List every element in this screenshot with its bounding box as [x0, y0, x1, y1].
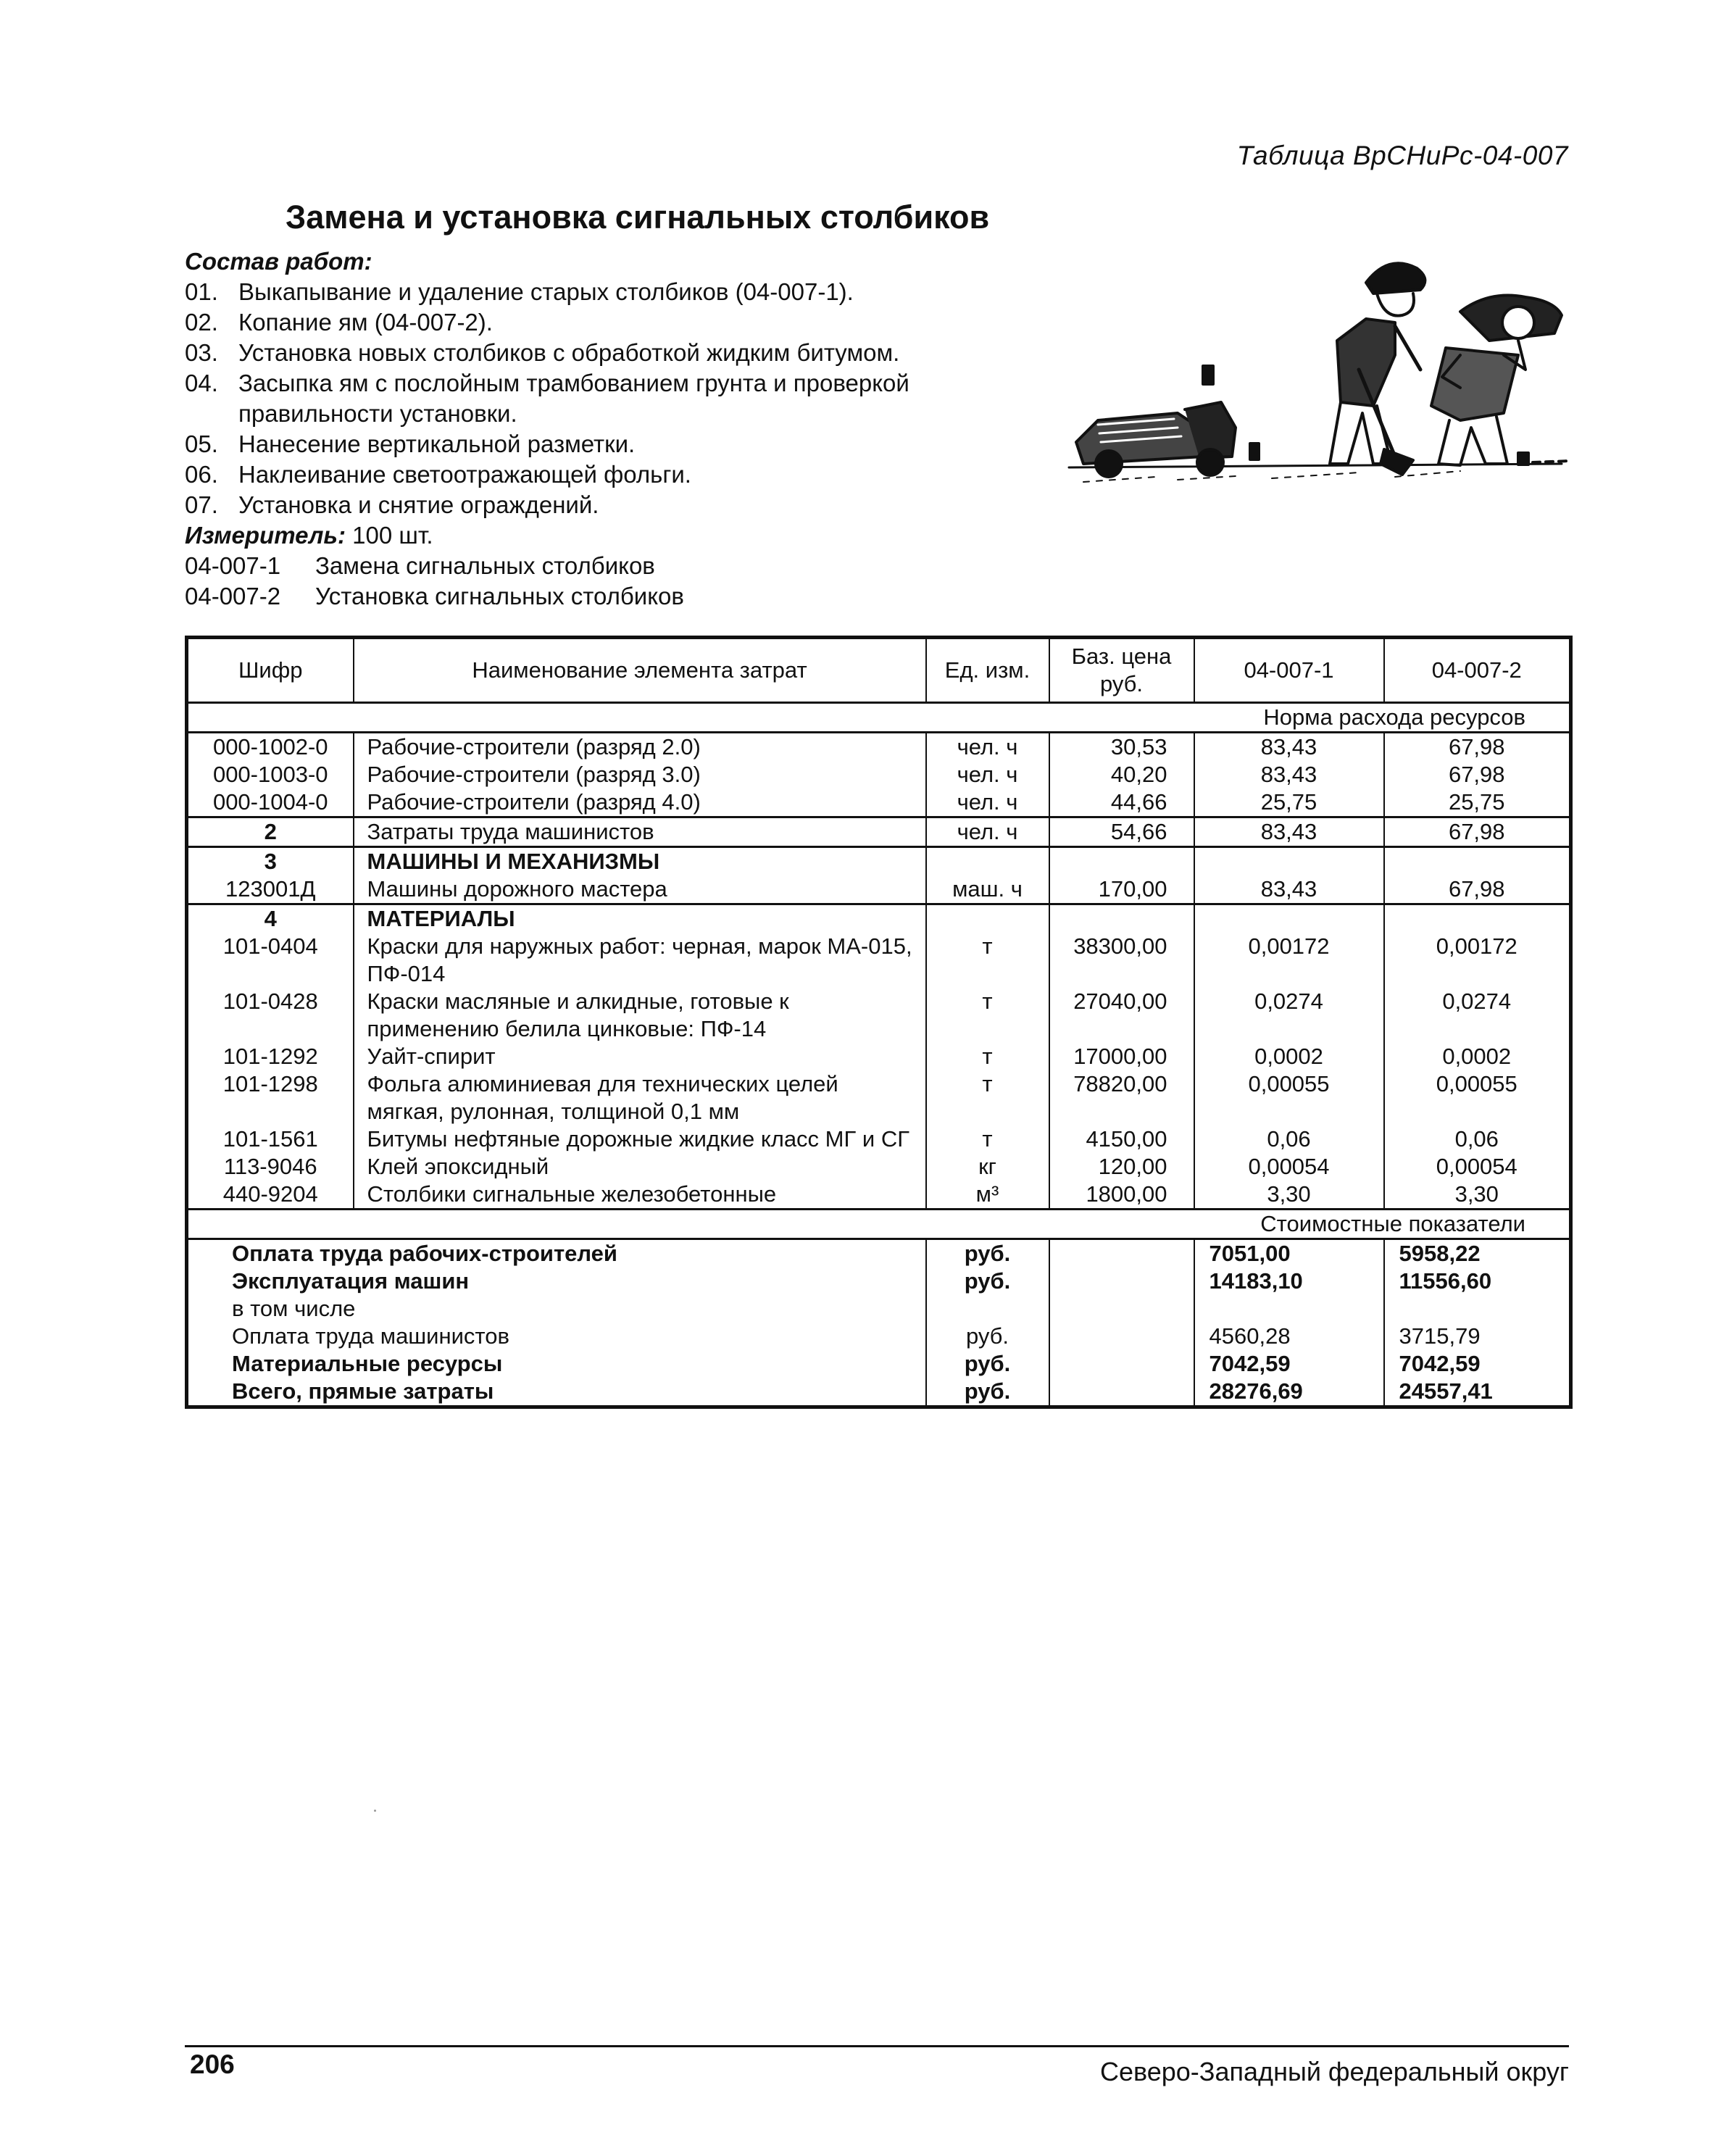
row-code: 123001Д: [187, 875, 354, 904]
measure-label: Измеритель:: [185, 522, 346, 549]
empty-cell: [1384, 847, 1571, 876]
empty-cell: [1049, 1378, 1194, 1407]
cost-row: [187, 1378, 1571, 1407]
row-unit: т: [926, 1125, 1049, 1153]
cost-value-2: 7042,59: [1384, 1350, 1571, 1378]
row-name: Клей эпоксидный: [354, 1153, 926, 1181]
empty-cell: [926, 904, 1049, 933]
cost-unit: руб.: [926, 1239, 1049, 1268]
row-value-2: 0,0002: [1384, 1043, 1571, 1070]
row-code: 101-1292: [187, 1043, 354, 1070]
row-value-2: 67,98: [1384, 875, 1571, 904]
item-text: Установка и снятие ограждений.: [238, 491, 599, 518]
variant-text: Замена сигнальных столбиков: [315, 552, 655, 579]
group-header-row: [187, 847, 1571, 876]
row-name: Уайт-спирит: [354, 1043, 926, 1070]
row-code: 440-9204: [187, 1181, 354, 1210]
row-unit: т: [926, 1043, 1049, 1070]
cost-value-2: 11556,60: [1384, 1268, 1571, 1295]
cost-unit: руб.: [926, 1350, 1049, 1378]
empty-cell: [1049, 1268, 1194, 1295]
row-unit: т: [926, 988, 1049, 1043]
cost-value-2: [1384, 1295, 1571, 1323]
footer-divider: [185, 2045, 1569, 2047]
cost-value-1: [1194, 1295, 1384, 1323]
row-value-2: 3,30: [1384, 1181, 1571, 1210]
composition-item: [185, 277, 1054, 307]
group-title: МАТЕРИАЛЫ: [354, 904, 926, 933]
section-row: [187, 703, 1571, 733]
empty-cell: [1049, 847, 1194, 876]
cost-name: Оплата труда машинистов: [187, 1323, 926, 1350]
table-row: [187, 761, 1571, 788]
row-name: Рабочие-строители (разряд 2.0): [354, 733, 926, 762]
row-value-2: 67,98: [1384, 817, 1571, 847]
work-description: [185, 246, 1054, 612]
cost-row: [187, 1295, 1571, 1323]
cost-name: Оплата труда рабочих-строителей: [187, 1239, 926, 1268]
table-row: [187, 788, 1571, 817]
row-name: Краски масляные и алкидные, готовые к применению белила цинковые: ПФ-14: [354, 988, 926, 1043]
row-unit: чел. ч: [926, 788, 1049, 817]
cost-name: в том числе: [187, 1295, 926, 1323]
row-value-2: 25,75: [1384, 788, 1571, 817]
row-value-1: 0,0274: [1194, 988, 1384, 1043]
variant-line: [185, 551, 1054, 581]
cost-value-1: 7042,59: [1194, 1350, 1384, 1378]
empty-cell: [1049, 1239, 1194, 1268]
column-header-variant-1: 04-007-1: [1194, 638, 1384, 703]
row-unit: кг: [926, 1153, 1049, 1181]
table-row: [187, 1181, 1571, 1210]
row-name: Битумы нефтяные дорожные жидкие класс МГ и СГ: [354, 1125, 926, 1153]
empty-cell: [1049, 1295, 1194, 1323]
empty-cell: [1384, 904, 1571, 933]
row-value-2: 0,06: [1384, 1125, 1571, 1153]
row-name: Фольга алюминиевая для технических целей мягкая, рулонная, толщиной 0,1 мм: [354, 1070, 926, 1125]
road-workers-illustration: [1054, 246, 1576, 507]
table-row: [187, 933, 1571, 988]
variant-line: [185, 581, 1054, 612]
footer-region: Северо-Западный федеральный округ: [1099, 2057, 1569, 2086]
cost-value-2: 3715,79: [1384, 1323, 1571, 1350]
column-header-unit: Ед. изм.: [926, 638, 1049, 703]
row-price: 120,00: [1049, 1153, 1194, 1181]
row-value-2: 67,98: [1384, 733, 1571, 762]
measure-value: 100 шт.: [352, 522, 433, 549]
group-code: 3: [187, 847, 354, 876]
row-value-1: 0,00172: [1194, 933, 1384, 988]
row-price: 1800,00: [1049, 1181, 1194, 1210]
table-header-row: [187, 638, 1571, 703]
row-value-1: 0,0002: [1194, 1043, 1384, 1070]
row-price: 38300,00: [1049, 933, 1194, 988]
section-row: [187, 1210, 1571, 1239]
section-cost-label: Стоимостные показатели: [187, 1210, 1571, 1239]
group-code: 4: [187, 904, 354, 933]
composition-item: [185, 490, 1054, 520]
item-number: 07.: [185, 491, 218, 518]
row-unit: чел. ч: [926, 733, 1049, 762]
row-code: 2: [187, 817, 354, 847]
row-value-2: 0,0274: [1384, 988, 1571, 1043]
section-norm-label: Норма расхода ресурсов: [187, 703, 1571, 733]
empty-cell: [1049, 1323, 1194, 1350]
row-unit: т: [926, 933, 1049, 988]
item-text: Наклеивание светоотражающей фольги.: [238, 461, 691, 488]
composition-item: [185, 459, 1054, 490]
row-name: Рабочие-строители (разряд 4.0): [354, 788, 926, 817]
item-number: 01.: [185, 278, 218, 305]
table-row: [187, 817, 1571, 847]
composition-item: [185, 338, 1054, 368]
row-name: Рабочие-строители (разряд 3.0): [354, 761, 926, 788]
item-text: Установка новых столбиков с обработкой жидким битумом.: [238, 339, 900, 366]
row-price: 40,20: [1049, 761, 1194, 788]
table-row: [187, 1153, 1571, 1181]
row-price: 27040,00: [1049, 988, 1194, 1043]
item-number: 06.: [185, 461, 218, 488]
row-value-1: 25,75: [1194, 788, 1384, 817]
variant-text: Установка сигнальных столбиков: [315, 583, 684, 609]
cost-value-2: 24557,41: [1384, 1378, 1571, 1407]
composition-list: [185, 277, 1054, 520]
row-name: Машины дорожного мастера: [354, 875, 926, 904]
variant-code: 04-007-1: [185, 552, 281, 579]
column-header-code: Шифр: [187, 638, 354, 703]
resource-norm-table: [185, 636, 1573, 1409]
cost-value-1: 28276,69: [1194, 1378, 1384, 1407]
row-unit: маш. ч: [926, 875, 1049, 904]
row-code: 101-1561: [187, 1125, 354, 1153]
empty-cell: [1049, 904, 1194, 933]
row-value-1: 3,30: [1194, 1181, 1384, 1210]
table-row: [187, 1125, 1571, 1153]
row-code: 101-1298: [187, 1070, 354, 1125]
table-row: [187, 1070, 1571, 1125]
table-row: [187, 875, 1571, 904]
cost-name: Всего, прямые затраты: [187, 1378, 926, 1407]
group-header-row: [187, 904, 1571, 933]
cost-row: [187, 1239, 1571, 1268]
row-price: 30,53: [1049, 733, 1194, 762]
row-name: Столбики сигнальные железобетонные: [354, 1181, 926, 1210]
row-name: Затраты труда машинистов: [354, 817, 926, 847]
empty-cell: [926, 847, 1049, 876]
cost-value-1: 14183,10: [1194, 1268, 1384, 1295]
row-code: 101-0428: [187, 988, 354, 1043]
page-title: Замена и установка сигнальных столбиков: [286, 199, 990, 236]
item-number: 03.: [185, 339, 218, 366]
measure-line: [185, 520, 1054, 551]
column-header-name: Наименование элемента затрат: [354, 638, 926, 703]
cost-unit: [926, 1295, 1049, 1323]
variant-code: 04-007-2: [185, 583, 281, 609]
row-value-1: 0,00055: [1194, 1070, 1384, 1125]
empty-cell: [1194, 847, 1384, 876]
table-row: [187, 733, 1571, 762]
row-code: 000-1004-0: [187, 788, 354, 817]
row-code: 000-1003-0: [187, 761, 354, 788]
row-unit: т: [926, 1070, 1049, 1125]
cost-value-1: 4560,28: [1194, 1323, 1384, 1350]
row-code: 101-0404: [187, 933, 354, 988]
cost-row: [187, 1350, 1571, 1378]
cost-value-2: 5958,22: [1384, 1239, 1571, 1268]
table-reference: Таблица ВрСНиРс-04-007: [1236, 141, 1568, 170]
row-value-1: 83,43: [1194, 733, 1384, 762]
item-text: Нанесение вертикальной разметки.: [238, 430, 636, 457]
composition-item: [185, 307, 1054, 338]
row-value-1: 0,00054: [1194, 1153, 1384, 1181]
cost-row: [187, 1323, 1571, 1350]
row-value-2: 0,00055: [1384, 1070, 1571, 1125]
cost-value-1: 7051,00: [1194, 1239, 1384, 1268]
row-code: 000-1002-0: [187, 733, 354, 762]
item-text: Засыпка ям с послойным трамбованием грунта и проверкой правильности установки.: [238, 370, 909, 427]
cost-name: Эксплуатация машин: [187, 1268, 926, 1295]
item-number: 05.: [185, 430, 218, 457]
cost-unit: руб.: [926, 1323, 1049, 1350]
row-unit: чел. ч: [926, 761, 1049, 788]
row-unit: м³: [926, 1181, 1049, 1210]
cost-name: Материальные ресурсы: [187, 1350, 926, 1378]
cost-unit: руб.: [926, 1268, 1049, 1295]
row-value-1: 0,06: [1194, 1125, 1384, 1153]
composition-label: Состав работ:: [185, 248, 372, 275]
row-price: 54,66: [1049, 817, 1194, 847]
item-text: Выкапывание и удаление старых столбиков (04-007-1).: [238, 278, 854, 305]
row-value-1: 83,43: [1194, 817, 1384, 847]
row-price: 44,66: [1049, 788, 1194, 817]
row-value-2: 0,00172: [1384, 933, 1571, 988]
group-title: МАШИНЫ И МЕХАНИЗМЫ: [354, 847, 926, 876]
row-value-1: 83,43: [1194, 875, 1384, 904]
row-value-1: 83,43: [1194, 761, 1384, 788]
scan-speck: [374, 1810, 376, 1812]
row-price: 78820,00: [1049, 1070, 1194, 1125]
column-header-variant-2: 04-007-2: [1384, 638, 1571, 703]
row-name: Краски для наружных работ: черная, марок МА-015, ПФ-014: [354, 933, 926, 988]
cost-unit: руб.: [926, 1378, 1049, 1407]
row-price: 17000,00: [1049, 1043, 1194, 1070]
row-code: 113-9046: [187, 1153, 354, 1181]
composition-item: [185, 429, 1054, 459]
page-number: 206: [190, 2049, 235, 2079]
row-price: 170,00: [1049, 875, 1194, 904]
row-price: 4150,00: [1049, 1125, 1194, 1153]
row-value-2: 0,00054: [1384, 1153, 1571, 1181]
table-row: [187, 988, 1571, 1043]
column-header-price: Баз. цена руб.: [1049, 638, 1194, 703]
composition-item: [185, 368, 1043, 429]
cost-row: [187, 1268, 1571, 1295]
row-unit: чел. ч: [926, 817, 1049, 847]
empty-cell: [1194, 904, 1384, 933]
empty-cell: [1049, 1350, 1194, 1378]
table-row: [187, 1043, 1571, 1070]
item-text: Копание ям (04-007-2).: [238, 309, 493, 336]
row-value-2: 67,98: [1384, 761, 1571, 788]
item-number: 04.: [185, 370, 218, 396]
item-number: 02.: [185, 309, 218, 336]
